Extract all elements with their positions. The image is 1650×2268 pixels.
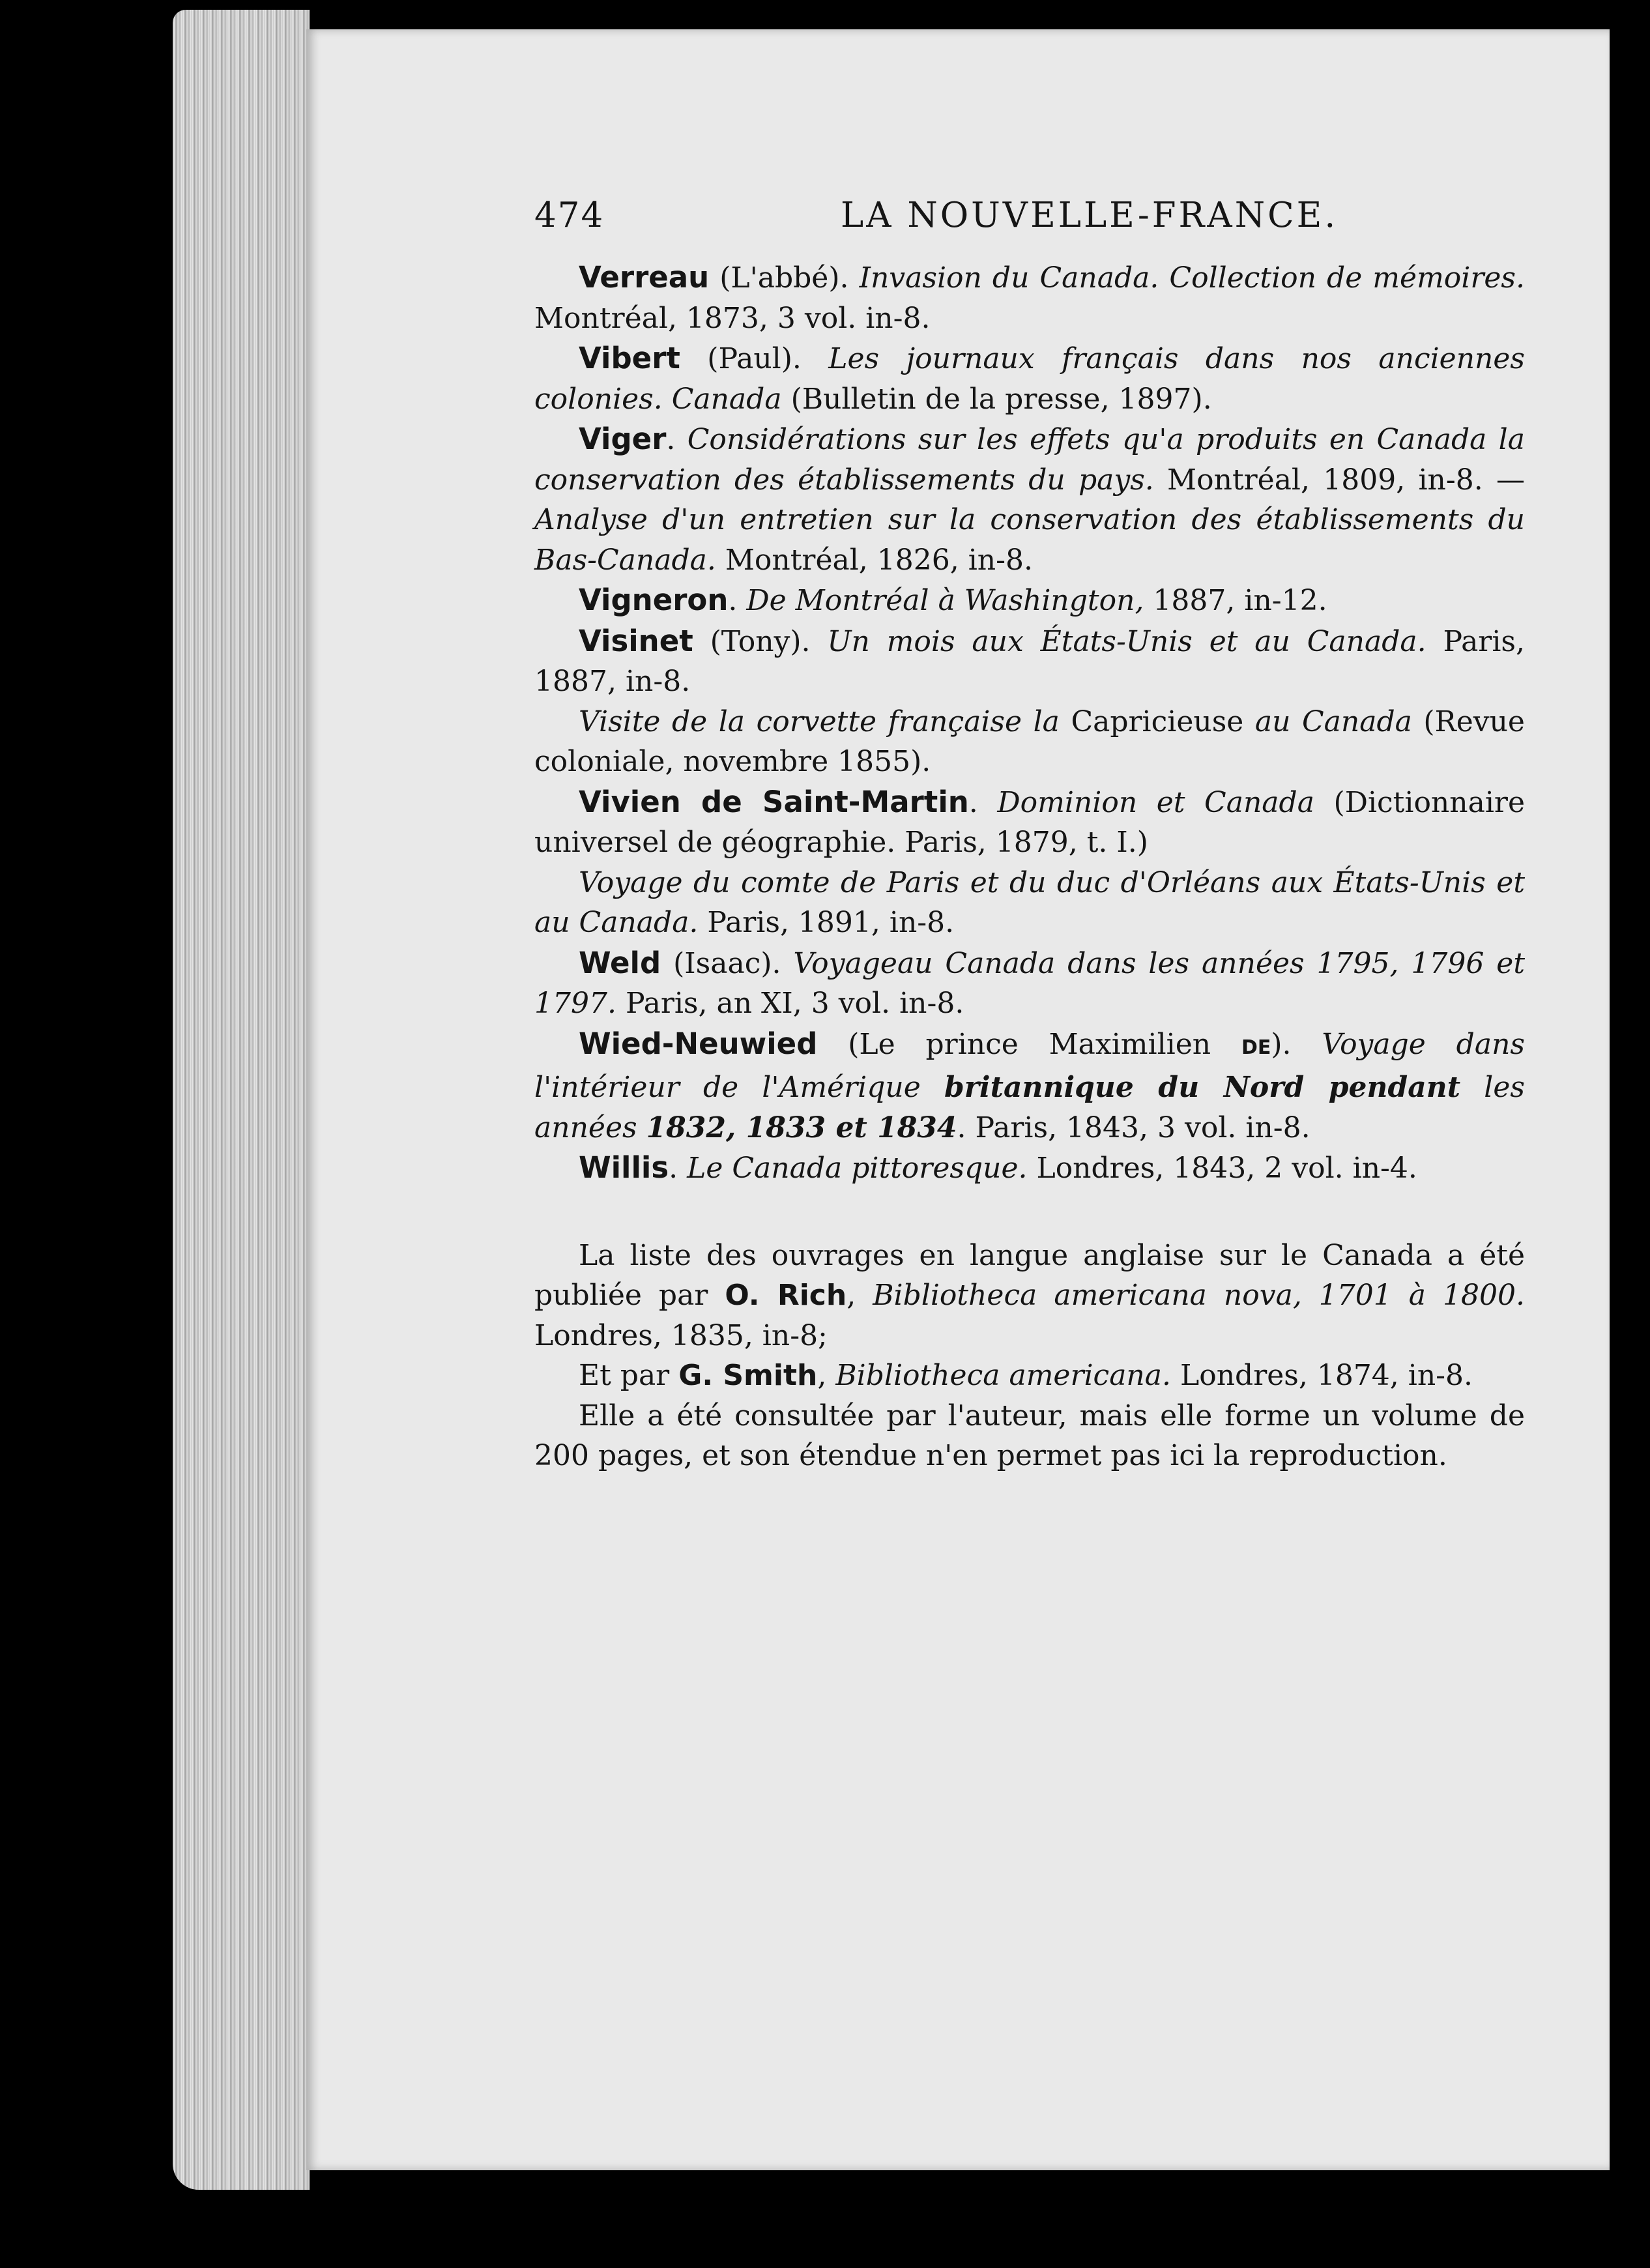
- note-text: Et par: [579, 1359, 679, 1392]
- entry-author: Visinet: [579, 623, 693, 658]
- entry-title: Les journaux français dans nos anciennes colonies. Canada: [534, 342, 1525, 416]
- entry-author: Wied-Neuwied: [579, 1026, 818, 1061]
- entry-text: (Le prince Maximilien: [817, 1027, 1241, 1061]
- entry-text: .: [666, 423, 688, 456]
- entry-particle: DE: [1241, 1036, 1271, 1059]
- entry-vibert: [534, 338, 1525, 419]
- entry-imprint: 1887, in-12.: [1144, 584, 1327, 617]
- entry-visinet: [534, 621, 1525, 702]
- entry-vivien: [534, 782, 1525, 863]
- entry-title: Un mois aux États-Unis et au Canada.: [827, 624, 1426, 658]
- entry-text: .: [728, 584, 747, 617]
- note-author: G. Smith: [678, 1359, 818, 1392]
- entry-title: Invasion du Canada. Collection de mémoires.: [859, 261, 1525, 295]
- entry-vigneron: [534, 580, 1525, 621]
- entry-title-2: Analyse d'un entretien sur la conservation des établissements du Bas-Canada.: [534, 503, 1525, 577]
- entry-weld: [534, 943, 1525, 1024]
- entry-willis: [534, 1148, 1525, 1189]
- note-title: Bibliotheca americana.: [835, 1359, 1171, 1392]
- entry-title: Le Canada pittoresque.: [687, 1152, 1028, 1185]
- entry-author: Vivien de Saint-Martin: [579, 784, 969, 819]
- entry-imprint: Montréal, 1809, in-8. —: [1153, 463, 1525, 497]
- entry-title-years: 1832, 1833 et 1834: [646, 1111, 957, 1144]
- entry-title: Voyage du comte de Paris et du duc d'Orléans aux États-Unis et au Canada.: [534, 865, 1525, 939]
- entry-voyage-comte: [534, 863, 1525, 943]
- entry-verreau: [534, 257, 1525, 338]
- entry-text: (Tony).: [693, 624, 828, 658]
- scan-border-right: [1610, 0, 1650, 2268]
- note-paragraph-smith: [534, 1356, 1525, 1396]
- entry-text: (Isaac).: [661, 946, 794, 980]
- entry-imprint: Paris, an XI, 3 vol. in-8.: [616, 987, 964, 1020]
- entry-imprint: (Revue coloniale, novembre 1855).: [534, 705, 1525, 778]
- entry-author: Weld: [579, 945, 661, 980]
- entry-visite-corvette: [534, 702, 1525, 782]
- entry-wied-neuwied: [534, 1024, 1525, 1148]
- entry-imprint: Paris, 1891, in-8.: [698, 906, 955, 939]
- entry-text: Capricieuse: [1059, 705, 1255, 738]
- running-title: LA NOUVELLE-FRANCE.: [841, 196, 1339, 235]
- note-text-2: ,: [817, 1359, 836, 1392]
- entry-imprint-2: Montréal, 1826, in-8.: [716, 543, 1033, 577]
- entry-imprint: . Paris, 1843, 3 vol. in-8.: [957, 1111, 1310, 1144]
- entry-title: De Montréal à Washington,: [746, 584, 1144, 617]
- running-head: [534, 196, 1525, 248]
- note-text-2: ,: [847, 1279, 873, 1312]
- entry-title: Dominion et Canada: [997, 785, 1314, 819]
- note-paragraph-rich: [534, 1236, 1525, 1356]
- entry-author: Vibert: [579, 341, 680, 375]
- entry-viger: [534, 419, 1525, 580]
- entry-text: .: [968, 785, 998, 819]
- entry-title: Visite de la corvette française la: [579, 705, 1060, 738]
- page-number: 474: [534, 196, 605, 235]
- bibliography-text: [534, 257, 1525, 1476]
- note-text: La liste des ouvrages en langue anglaise sur le Canada a été publiée par: [534, 1238, 1525, 1312]
- entry-text: (Paul).: [680, 342, 829, 375]
- entry-title-2: au Canada: [1254, 705, 1412, 738]
- entry-imprint: Paris, 1887, in-8.: [534, 624, 1525, 698]
- note-text: Elle a été consultée par l'auteur, mais elle forme un volume de 200 pages, et son étendue n'en permet pas ici la reproduction.: [534, 1399, 1525, 1472]
- entry-author: Vigneron: [579, 583, 729, 617]
- note-imprint: Londres, 1874, in-8.: [1171, 1359, 1473, 1392]
- entry-author: Verreau: [579, 260, 710, 295]
- entry-text: .: [669, 1152, 688, 1185]
- entry-imprint: (Dictionnaire universel de géographie. Paris, 1879, t. I.): [534, 785, 1525, 859]
- entry-title: Voyage dans l'intérieur de l'Amérique: [534, 1027, 1525, 1104]
- entry-imprint: Montréal, 1873, 3 vol. in-8.: [534, 301, 931, 335]
- entry-text: (L'abbé).: [709, 261, 860, 295]
- entry-imprint: Londres, 1843, 2 vol. in-4.: [1027, 1152, 1417, 1185]
- note-author: O. Rich: [725, 1279, 847, 1312]
- entry-title-bold: britannique du Nord pendant: [944, 1071, 1461, 1104]
- entry-author: Willis: [579, 1150, 669, 1185]
- entry-title: Voyageau Canada dans les années 1795, 1796 et 1797.: [534, 946, 1525, 1020]
- entry-title: Considérations sur les effets qu'a produits en Canada la conservation des établissements du pays.: [534, 423, 1525, 497]
- entry-author: Viger: [579, 422, 667, 456]
- note-imprint: Londres, 1835, in-8;: [534, 1318, 828, 1352]
- entry-text-2: ).: [1271, 1027, 1322, 1061]
- note-paragraph-closing: [534, 1396, 1525, 1476]
- entry-title-2: les années: [534, 1071, 1525, 1144]
- entry-imprint: (Bulletin de la presse, 1897).: [781, 382, 1212, 416]
- note-title: Bibliotheca americana nova, 1701 à 1800.: [873, 1279, 1525, 1312]
- book-page-edges: [173, 10, 310, 2190]
